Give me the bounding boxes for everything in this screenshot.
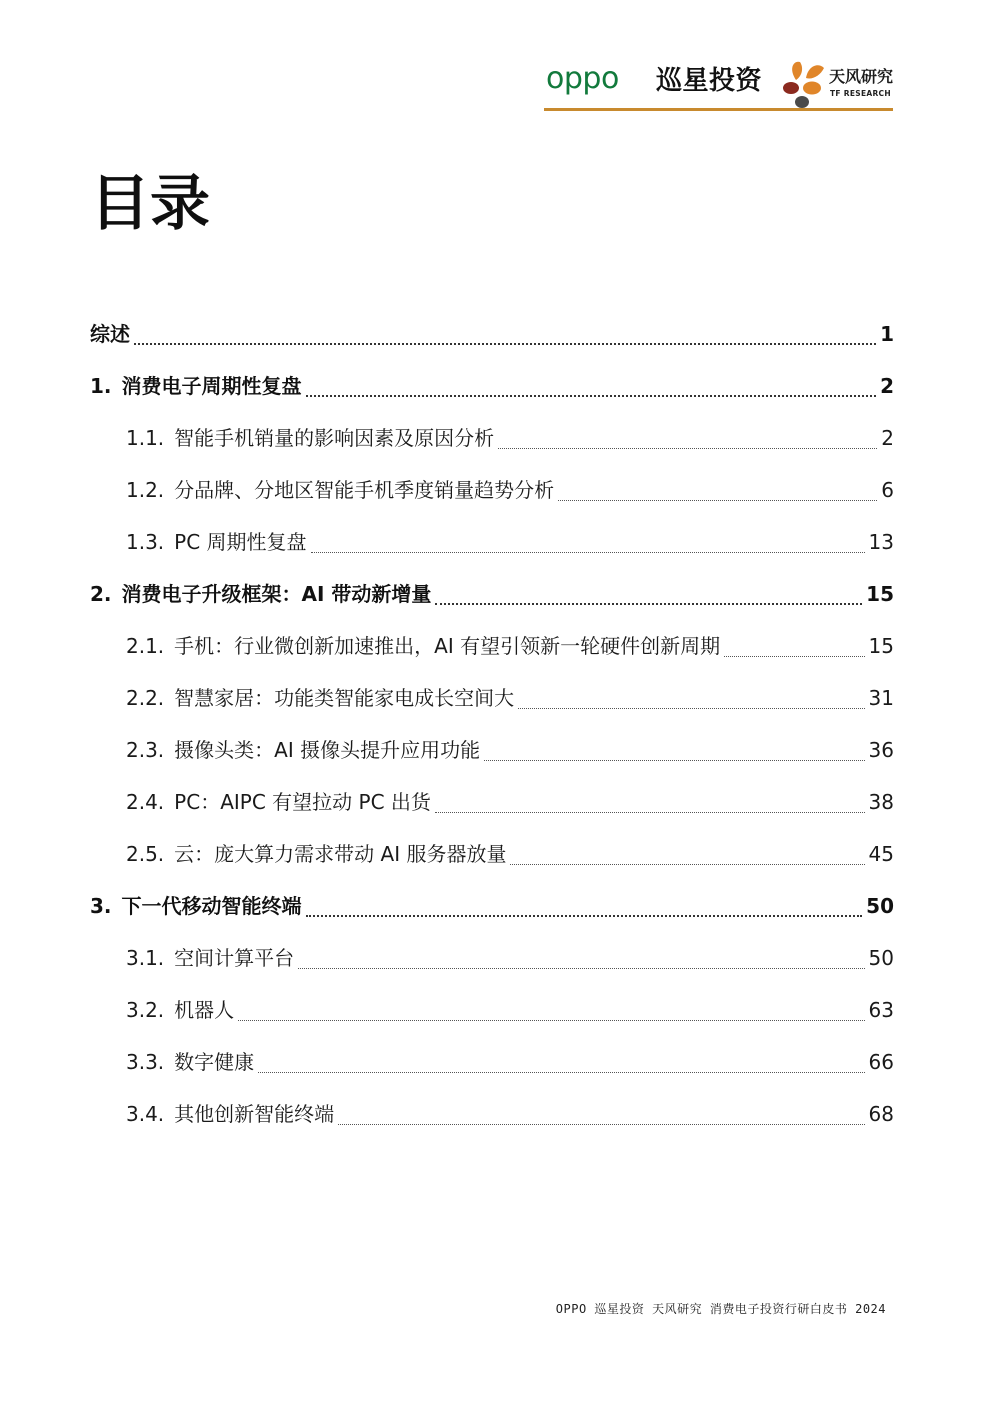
toc-dot-leader (134, 343, 876, 345)
tf-research-name-en: TF RESEARCH (830, 89, 891, 98)
table-of-contents (90, 308, 894, 1140)
toc-dot-leader (238, 1020, 864, 1021)
toc-entry-title: 综述 (90, 322, 130, 346)
toc-entry-number: 3.1. (126, 946, 165, 970)
toc-dot-leader (258, 1072, 864, 1073)
tf-research-logo-icon (782, 58, 828, 108)
toc-entry-title: 下一代移动智能终端 (121, 894, 302, 918)
toc-page-number: 36 (868, 738, 894, 762)
toc-entry-number: 1.1. (126, 426, 165, 450)
toc-subsection-entry[interactable] (90, 516, 894, 568)
toc-dot-leader (510, 864, 864, 865)
toc-dot-leader (298, 968, 864, 969)
toc-section-entry[interactable] (90, 360, 894, 412)
toc-subsection-entry[interactable] (90, 412, 894, 464)
toc-dot-leader (558, 500, 877, 501)
toc-entry-number: 2.3. (126, 738, 165, 762)
toc-dot-leader (311, 552, 865, 553)
toc-entry-number: 2.1. (126, 634, 165, 658)
toc-entry-number: 2. (90, 582, 112, 606)
toc-page-number: 2 (881, 426, 894, 450)
toc-page-number: 50 (866, 894, 894, 918)
toc-entry-number: 3.3. (126, 1050, 165, 1074)
toc-section-entry[interactable] (90, 568, 894, 620)
toc-dot-leader (724, 656, 864, 657)
toc-entry-number: 3. (90, 894, 112, 918)
toc-subsection-entry[interactable] (90, 672, 894, 724)
toc-entry-title: 机器人 (174, 998, 235, 1022)
toc-subsection-entry[interactable] (90, 932, 894, 984)
xinxing-investment-logo: 巡星投资 (656, 66, 763, 96)
toc-page-number: 68 (868, 1102, 894, 1126)
toc-entry-title: 空间计算平台 (174, 946, 295, 970)
toc-dot-leader (306, 395, 877, 397)
toc-entry-number: 1.3. (126, 530, 165, 554)
toc-dot-leader (306, 915, 863, 917)
toc-subsection-entry[interactable] (90, 1036, 894, 1088)
toc-dot-leader (484, 760, 864, 761)
toc-entry-title: 手机：行业微创新加速推出，AI 有望引领新一轮硬件创新周期 (174, 634, 721, 658)
toc-entry-number: 1.2. (126, 478, 165, 502)
toc-entry-title: 消费电子周期性复盘 (121, 374, 302, 398)
page-title: 目录 (90, 169, 210, 239)
toc-subsection-entry[interactable] (90, 724, 894, 776)
toc-entry-title: 分品牌、分地区智能手机季度销量趋势分析 (174, 478, 555, 502)
toc-page-number: 38 (868, 790, 894, 814)
toc-dot-leader (498, 448, 877, 449)
toc-section-entry[interactable] (90, 880, 894, 932)
toc-entry-title: PC：AIPC 有望拉动 PC 出货 (174, 790, 431, 814)
toc-page-number: 66 (868, 1050, 894, 1074)
report-header (544, 56, 893, 114)
toc-section-entry[interactable] (90, 308, 894, 360)
toc-page-number: 45 (868, 842, 894, 866)
toc-page-number: 63 (868, 998, 894, 1022)
toc-subsection-entry[interactable] (90, 620, 894, 672)
toc-page-number: 1 (880, 322, 894, 346)
toc-page-number: 15 (866, 582, 894, 606)
toc-subsection-entry[interactable] (90, 1088, 894, 1140)
toc-dot-leader (518, 708, 864, 709)
toc-subsection-entry[interactable] (90, 464, 894, 516)
toc-entry-title: 数字健康 (174, 1050, 255, 1074)
toc-page-number: 31 (868, 686, 894, 710)
toc-entry-title: 其他创新智能终端 (174, 1102, 335, 1126)
toc-entry-number: 2.5. (126, 842, 165, 866)
toc-subsection-entry[interactable] (90, 984, 894, 1036)
toc-page-number: 6 (881, 478, 894, 502)
page-footer: OPPO 巡星投资 天风研究 消费电子投资行研白皮书 2024 (555, 1302, 886, 1316)
toc-subsection-entry[interactable] (90, 828, 894, 880)
toc-dot-leader (338, 1124, 864, 1125)
toc-entry-number: 3.4. (126, 1102, 165, 1126)
toc-subsection-entry[interactable] (90, 776, 894, 828)
toc-page-number: 2 (880, 374, 894, 398)
toc-entry-title: 消费电子升级框架：AI 带动新增量 (121, 582, 432, 606)
oppo-logo: oppo (546, 61, 619, 96)
toc-entry-number: 1. (90, 374, 112, 398)
toc-dot-leader (435, 603, 862, 605)
toc-entry-number: 2.2. (126, 686, 165, 710)
toc-entry-number: 3.2. (126, 998, 165, 1022)
toc-entry-title: 智能手机销量的影响因素及原因分析 (174, 426, 495, 450)
toc-entry-title: PC 周期性复盘 (174, 530, 307, 554)
toc-page-number: 13 (868, 530, 894, 554)
tf-research-name: 天风研究 (829, 67, 894, 86)
toc-page-number: 50 (868, 946, 894, 970)
toc-entry-title: 智慧家居：功能类智能家电成长空间大 (174, 686, 515, 710)
toc-dot-leader (435, 812, 865, 813)
toc-entry-title: 云：庞大算力需求带动 AI 服务器放量 (174, 842, 507, 866)
toc-page-number: 15 (868, 634, 894, 658)
toc-entry-number: 2.4. (126, 790, 165, 814)
header-divider (544, 108, 893, 111)
toc-entry-title: 摄像头类：AI 摄像头提升应用功能 (174, 738, 481, 762)
